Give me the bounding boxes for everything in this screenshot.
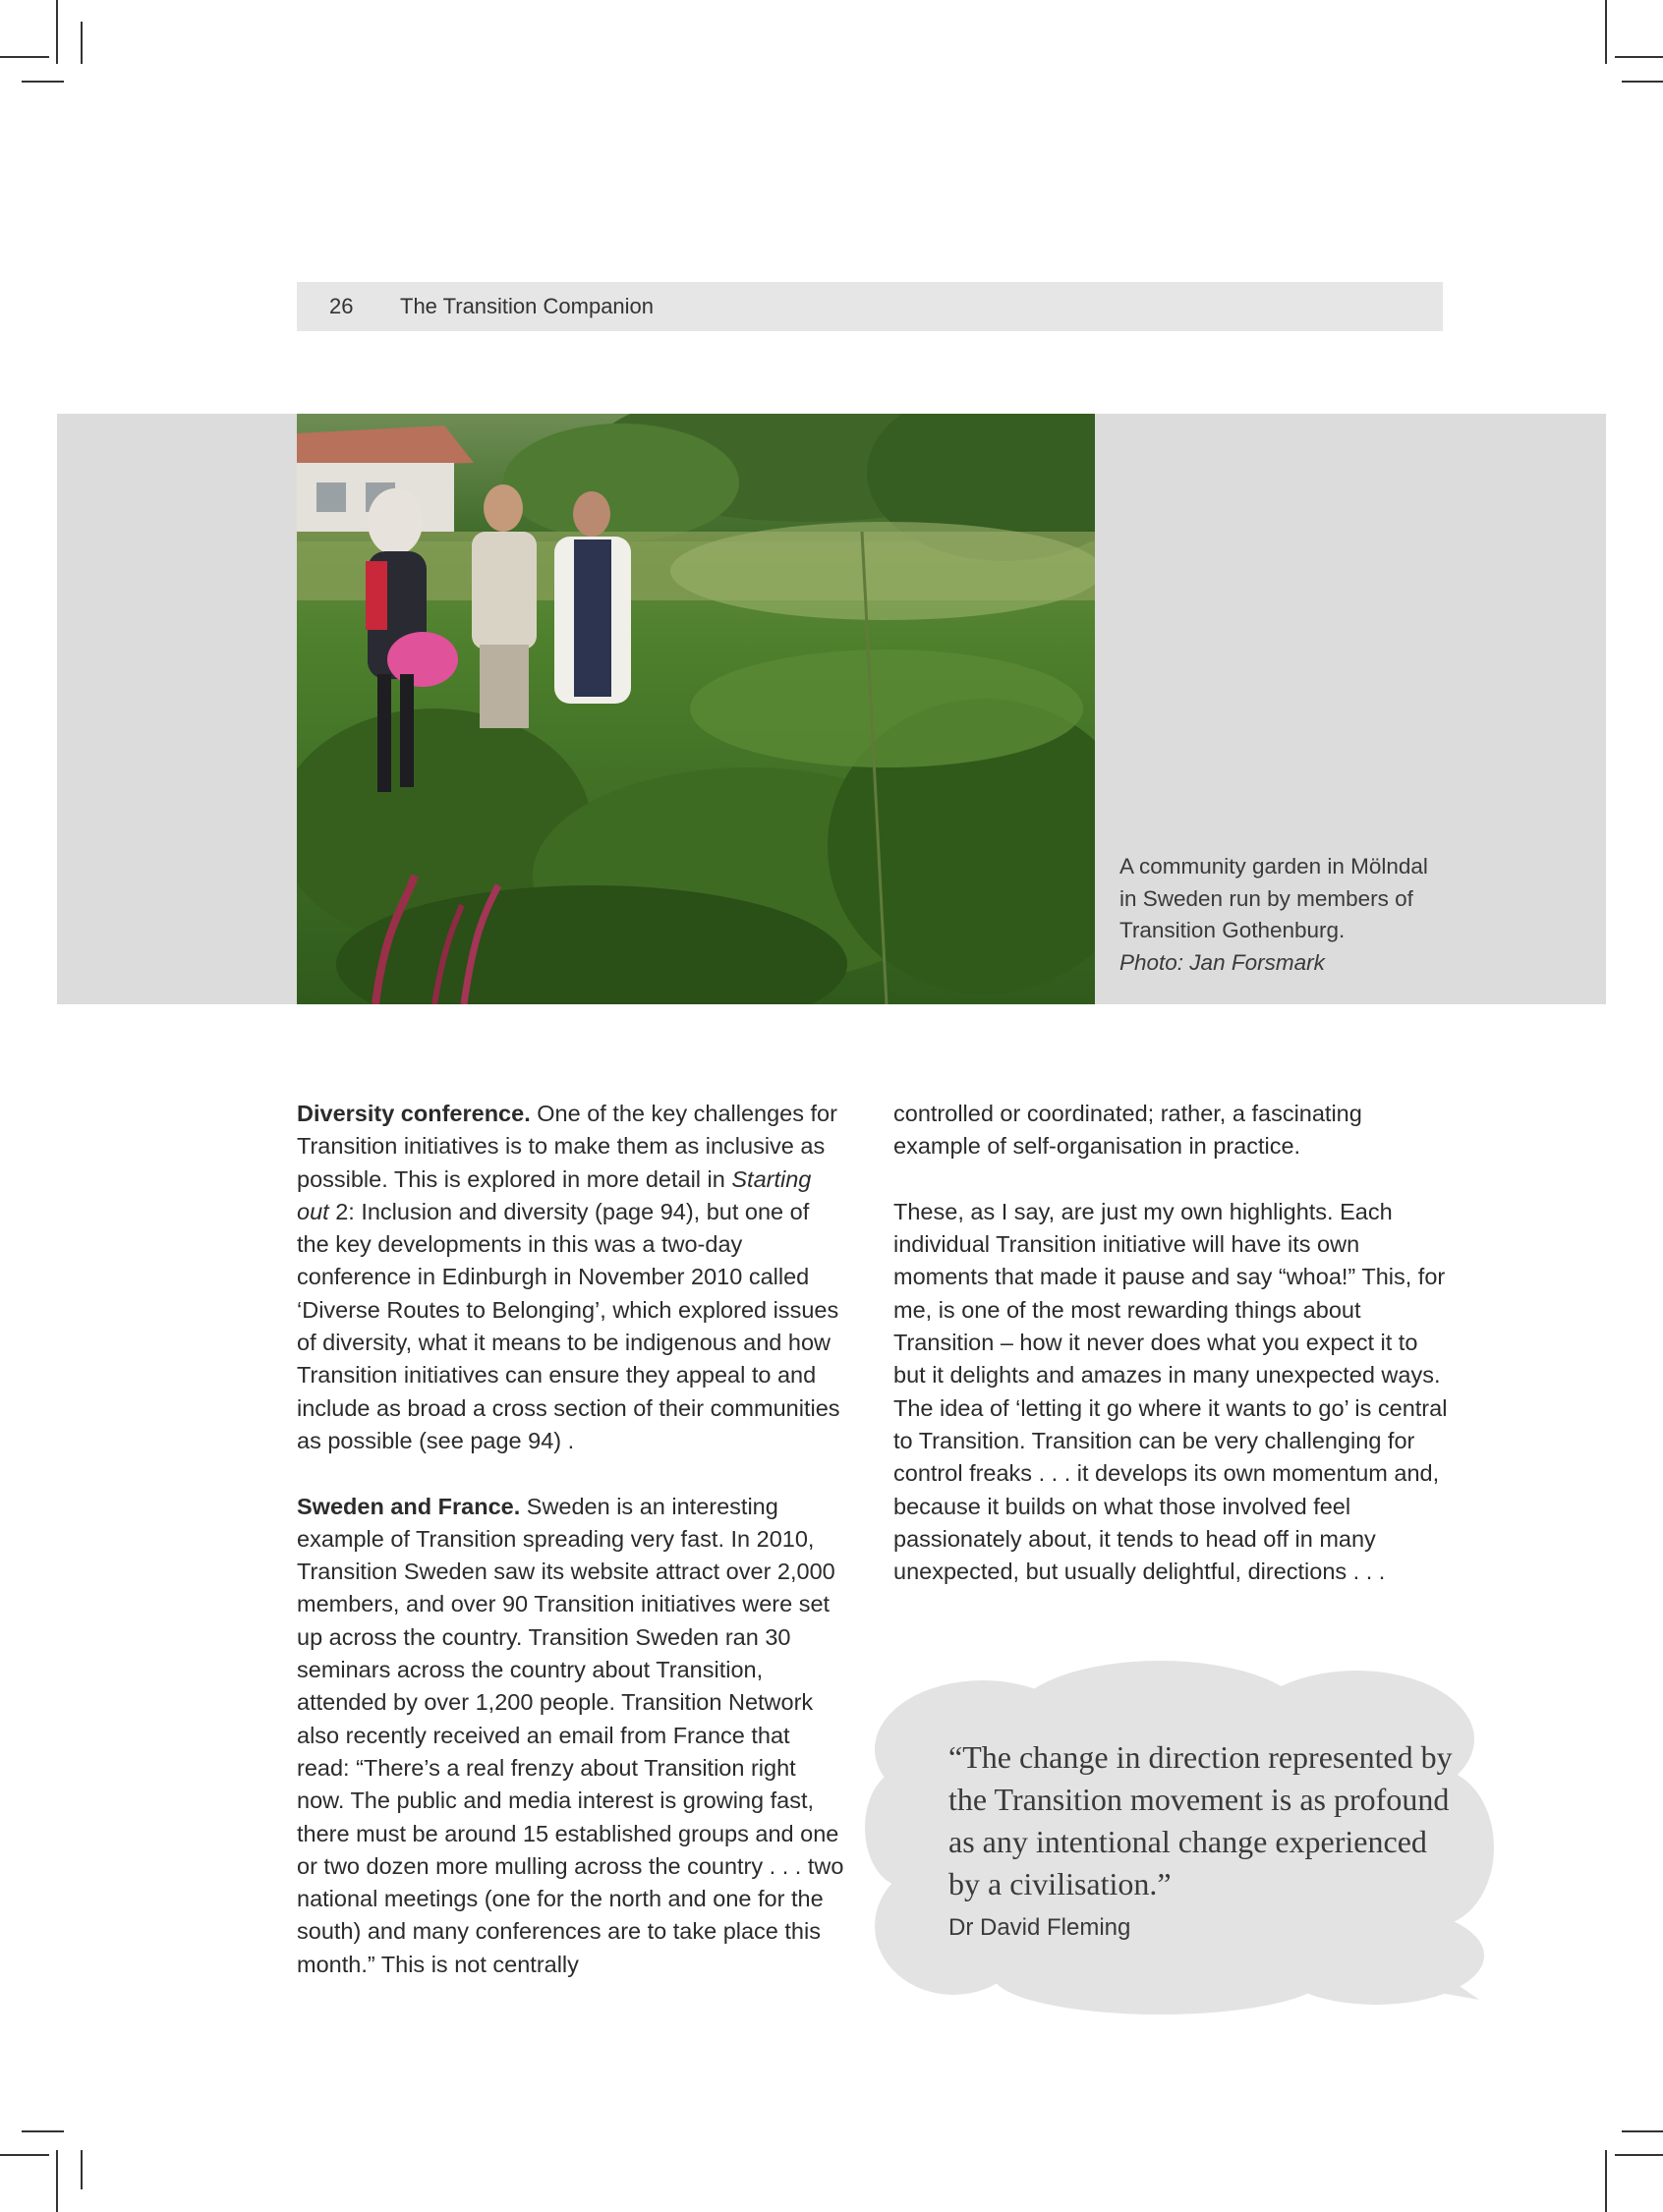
- paragraph-highlights: These, as I say, are just my own highlights. Each individual Transition initiative will have its own moments that made it pause and say “whoa!” This, for me, is one of the most rewarding things about Transition – how it never does what you expect it to but it delights and amazes in many unexpected ways. The idea of ‘letting it go where it wants to go’ is central to Transition. Transition can be very challenging for control freaks . . . it develops its own momentum and, because it builds on what those involved feel passionately about, it tends to head off in many unexpected, but usually delightful, directions . . .: [893, 1198, 1448, 1585]
- paragraph-lead: Sweden and France.: [297, 1493, 521, 1519]
- caption-line: in Sweden run by members of: [1119, 885, 1413, 911]
- book-section-title: Starting out: [297, 1165, 812, 1224]
- right-column: [893, 1098, 1454, 1621]
- crop-mark: [0, 56, 49, 58]
- crop-mark: [0, 2154, 49, 2156]
- caption-line: Transition Gothenburg.: [1119, 918, 1346, 942]
- paragraph-lead: Diversity conference.: [297, 1101, 531, 1126]
- paragraph-sweden-france: [297, 1491, 847, 1981]
- garden-photo: [297, 414, 1095, 1004]
- pull-quote-author: Dr David Fleming: [948, 1914, 1131, 1941]
- crop-mark: [56, 2150, 58, 2212]
- crop-mark: [1622, 2130, 1663, 2132]
- book-title: The Transition Companion: [400, 294, 655, 318]
- photo-caption: [1119, 851, 1473, 979]
- crop-mark: [1622, 81, 1663, 83]
- photo-credit: Photo: Jan Forsmark: [1119, 949, 1325, 975]
- page-number: 26: [329, 294, 354, 318]
- running-header: [297, 282, 1443, 331]
- crop-mark: [22, 81, 64, 83]
- crop-mark: [81, 22, 83, 64]
- paragraph-text: 2: Inclusion and diversity (page 94), but one of the key developments in this was a two-day conference in Edinburgh in November 2010 called ‘Diverse Routes to Belonging’, which explored issues of diversity, what it means to be indigenous and how Transition initiatives can ensure they appeal to and include as broad a cross section of their communities as possible (see page 94) .: [297, 1198, 840, 1453]
- caption-line: A community garden in Mölndal: [1119, 854, 1428, 879]
- paragraph-text: One of the key challenges for Transition initiatives is to make them as inclusive as possible. This is explored in more detail in: [297, 1101, 837, 1192]
- crop-mark: [56, 0, 58, 64]
- pull-quote-text: “The change in direction represented by the Transition movement is as profound as any intentional change experienced by a civilisation.”: [948, 1739, 1453, 1901]
- paragraph-text: Sweden is an interesting example of Transition spreading very fast. In 2010, Transition Sweden saw its website attract over 2,000 members, and over 90 Transition initiatives were set up across the country. Transition Sweden ran 30 seminars across the country about Transition, attended by over 1,200 people. Transition Network also recently received an email from France that read: “There’s a real frenzy about Transition right now. The public and media interest is growing fast, there must be around 15 established groups and one or two dozen more mulling across the country . . . two national meetings (one for the north and one for the south) and many conferences are to take place this month.” This is not centrally: [297, 1493, 844, 1977]
- paragraph-continued: controlled or coordinated; rather, a fascinating example of self-organisation in practice.: [893, 1101, 1362, 1160]
- crop-mark: [1615, 2154, 1663, 2156]
- crop-mark: [22, 2130, 64, 2132]
- crop-mark: [81, 2150, 83, 2189]
- paragraph-diversity-conference: [297, 1098, 847, 1457]
- garden-illustration: [297, 414, 1095, 1004]
- crop-mark: [1615, 56, 1663, 58]
- crop-mark: [1605, 0, 1607, 64]
- crop-mark: [1605, 2150, 1607, 2212]
- left-column: [297, 1098, 847, 2013]
